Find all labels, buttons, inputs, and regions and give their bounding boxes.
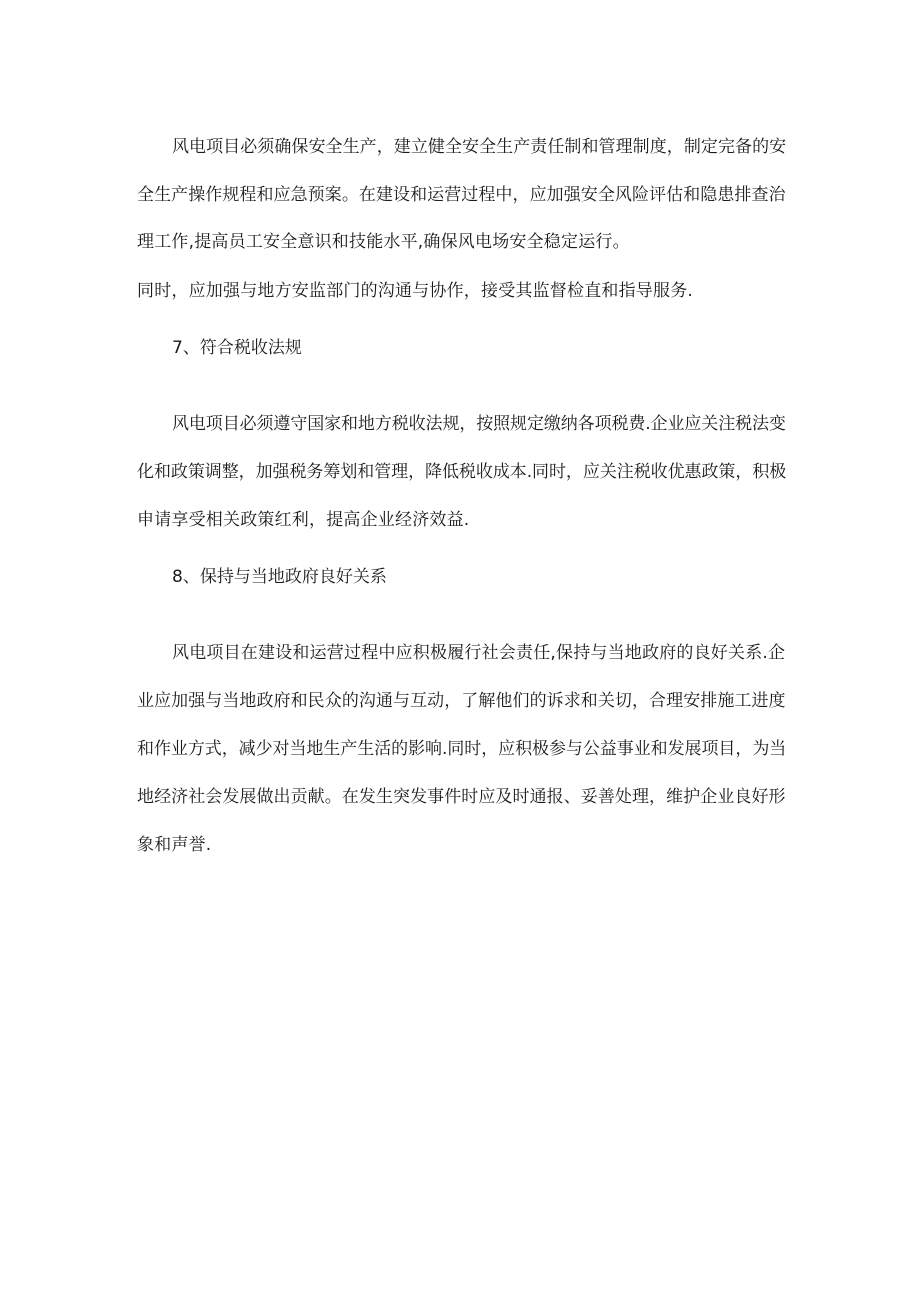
section-8-line-3: 和作业方式，减少对当地生产生活的影响.同时，应积极参与公益事业和发展项目，为当	[137, 739, 787, 759]
section-8-line-2: 业应加强与当地政府和民众的沟通与互动，了解他们的诉求和关切，合理安排施工进度	[137, 691, 786, 711]
section-8-heading: 8、保持与当地政府良好关系	[172, 567, 387, 587]
section-7-line-2: 化和政策调整，加强税务筹划和管理，降低税收成本.同时，应关注税收优惠政策，积极	[137, 462, 787, 482]
section-7-heading: 7、符合税收法规	[172, 338, 302, 358]
section-8-line-1: 风电项目在建设和运营过程中应积极履行社会责任,保持与当地政府的良好关系.企	[172, 643, 786, 663]
section-8-line-5: 象和声誉.	[137, 835, 212, 855]
section-7-line-3: 申请享受相关政策红利，提高企业经济效益.	[137, 510, 470, 530]
paragraph-1-line-4: 同时，应加强与地方安监部门的沟通与协作，接受其监督检直和指导服务.	[137, 281, 694, 301]
paragraph-1-line-2: 全生产操作规程和应急预案。在建设和运营过程中，应加强安全风险评估和隐患排查治	[137, 185, 786, 205]
section-8-line-4: 地经济社会发展做出贡献。在发生突发事件时应及时通报、妥善处理，维护企业良好形	[137, 787, 786, 807]
paragraph-1-line-3: 理工作,提高员工安全意识和技能水平,确保风电场安全稳定运行。	[137, 232, 630, 252]
paragraph-1-line-1: 风电项目必须确保安全生产，建立健全安全生产责任制和管理制度，制定完备的安	[172, 137, 787, 157]
section-7-line-1: 风电项目必须遵守国家和地方税收法规，按照规定缴纳各项税费.企业应关注税法变	[172, 414, 786, 434]
